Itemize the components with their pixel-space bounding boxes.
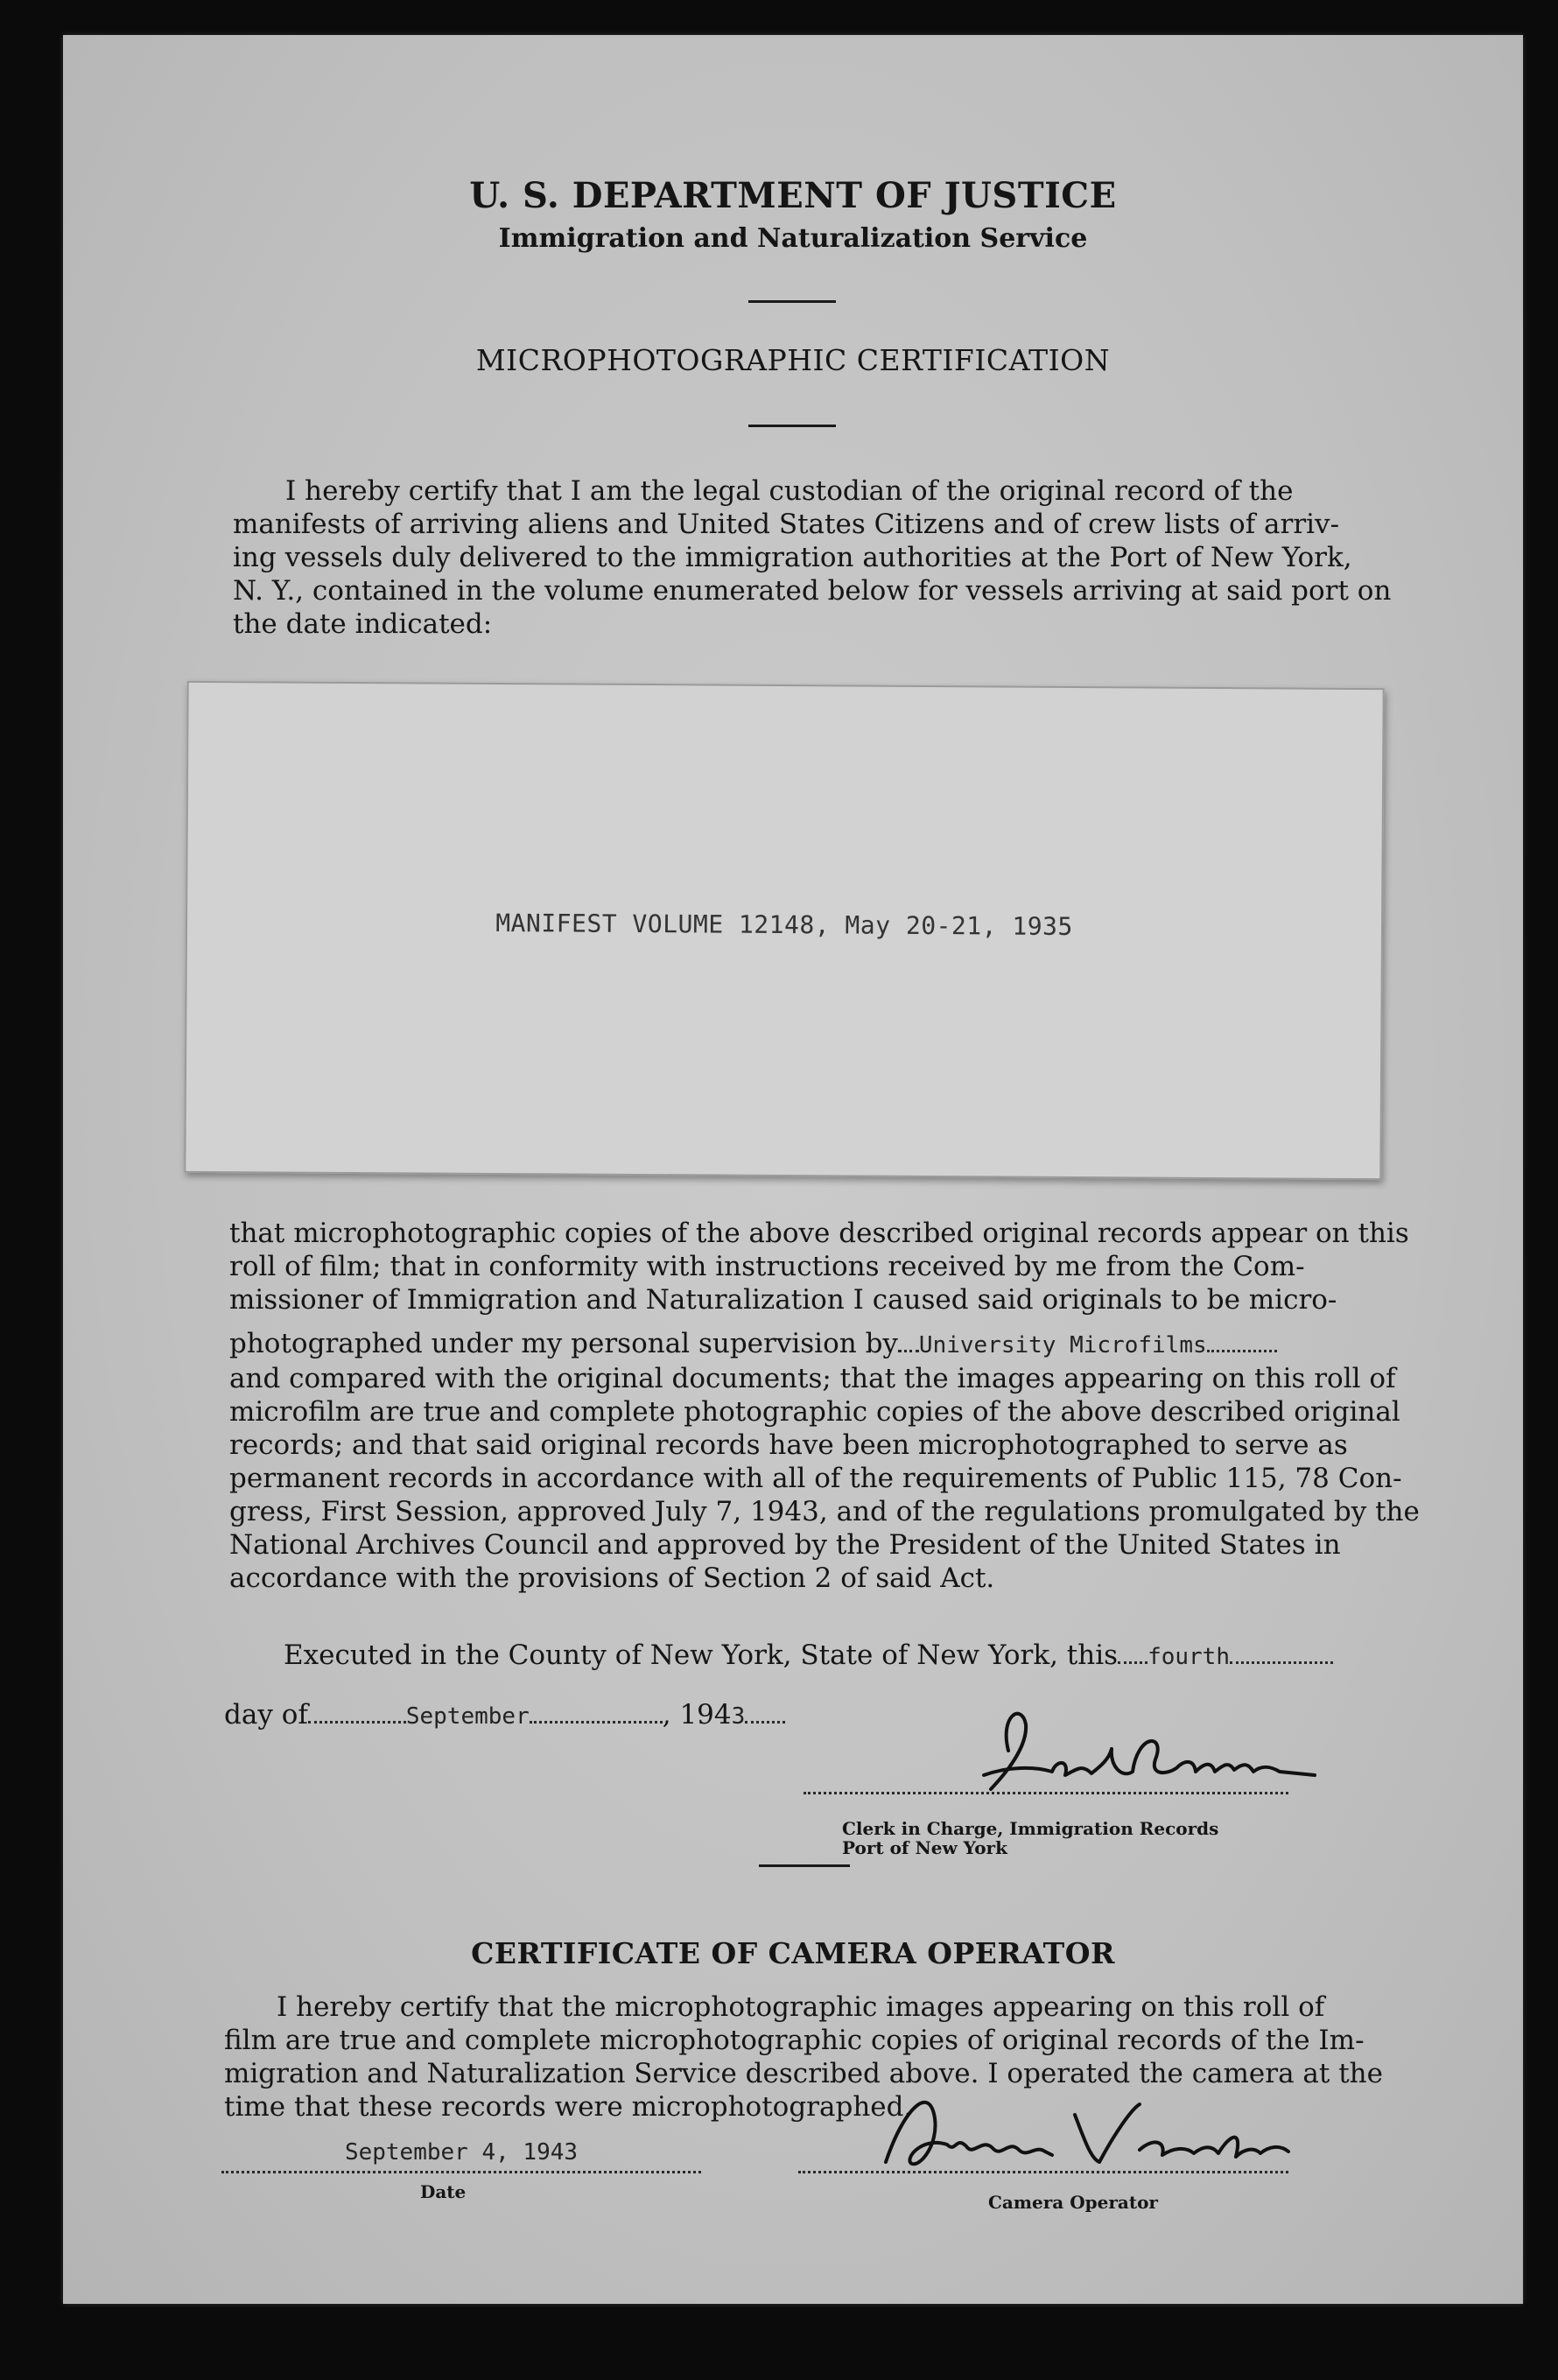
dotted-fill bbox=[898, 1350, 919, 1352]
intro-paragraph bbox=[233, 474, 1425, 641]
body-line: and compared with the original documents; that the images appearing on this roll of bbox=[229, 1363, 1396, 1394]
body-line: National Archives Council and approved by the President of the United States in bbox=[229, 1529, 1341, 1561]
supervision-text: photographed under my personal supervision by bbox=[229, 1328, 898, 1359]
certification-title: MICROPHOTOGRAPHIC CERTIFICATION bbox=[475, 343, 1111, 377]
intro-line: manifests of arriving aliens and United States Citizens and of crew lists of arriv- bbox=[233, 509, 1340, 540]
camera-operator-signature bbox=[851, 2083, 1306, 2180]
execution-month: September bbox=[405, 1703, 530, 1730]
dotted-fill bbox=[1207, 1350, 1277, 1352]
execution-line: Executed in the County of New York, State of New York, this fourth bbox=[284, 1639, 1421, 1674]
certificate-page bbox=[63, 35, 1523, 2304]
clerk-title: Clerk in Charge, Immigration Records bbox=[842, 1818, 1219, 1839]
execution-year-digit: 3 bbox=[731, 1703, 746, 1730]
date-value: September 4, 1943 bbox=[344, 2139, 579, 2166]
camera-line: film are true and complete microphotographic copies of original records of the Im- bbox=[224, 2025, 1365, 2056]
divider bbox=[748, 300, 836, 303]
clerk-signature bbox=[903, 1698, 1323, 1803]
body-line: roll of film; that in conformity with instructions received by me from the Com- bbox=[229, 1251, 1305, 1282]
camera-line: time that these records were microphotographed. bbox=[224, 2091, 913, 2123]
supervisor-name: University Microfilms bbox=[918, 1332, 1207, 1358]
body-line: missioner of Immigration and Naturalization I caused said originals to be micro- bbox=[229, 1284, 1337, 1316]
camera-line: I hereby certify that the microphotographic images appearing on this roll of bbox=[277, 1991, 1325, 2023]
camera-line: migration and Naturalization Service described above. I operated the camera at the bbox=[224, 2058, 1383, 2089]
execution-date-line: day of September , 1943 bbox=[224, 1698, 1012, 1733]
body-line bbox=[229, 1327, 1425, 1362]
body-line: microfilm are true and complete photographic copies of the above described original bbox=[229, 1396, 1400, 1428]
body-line: permanent records in accordance with all of the requirements of Public 115, 78 Con- bbox=[229, 1463, 1402, 1494]
execution-day: fourth bbox=[1147, 1644, 1230, 1670]
intro-line: the date indicated: bbox=[233, 608, 493, 640]
clerk-location: Port of New York bbox=[842, 1837, 1007, 1858]
body-line: records; and that said original records have been microphotographed to serve as bbox=[229, 1429, 1348, 1461]
operator-label: Camera Operator bbox=[988, 2192, 1158, 2213]
manifest-slip bbox=[184, 681, 1384, 1180]
divider bbox=[748, 425, 836, 427]
intro-line: I hereby certify that I am the legal custodian of the original record of the bbox=[285, 475, 1294, 507]
date-label: Date bbox=[420, 2181, 467, 2202]
service-subheading: Immigration and Naturalization Service bbox=[498, 223, 1088, 254]
department-heading: U. S. DEPARTMENT OF JUSTICE bbox=[469, 175, 1117, 216]
body-line: accordance with the provisions of Section 2 of said Act. bbox=[229, 1562, 995, 1594]
intro-line: ing vessels duly delivered to the immigration authorities at the Port of New York, bbox=[233, 542, 1352, 573]
camera-certificate-title: CERTIFICATE OF CAMERA OPERATOR bbox=[471, 1936, 1115, 1970]
body-line: that microphotographic copies of the above described original records appear on this bbox=[229, 1218, 1409, 1249]
divider bbox=[759, 1864, 850, 1867]
body-line: gress, First Session, approved July 7, 1943, and of the regulations promulgated by the bbox=[229, 1496, 1420, 1527]
intro-line: N. Y., contained in the volume enumerated below for vessels arriving at said port on bbox=[233, 575, 1392, 607]
date-field bbox=[221, 2139, 701, 2173]
manifest-volume-text: MANIFEST VOLUME 12148, May 20-21, 1935 bbox=[495, 908, 1073, 942]
body-paragraph bbox=[229, 1217, 1425, 1595]
